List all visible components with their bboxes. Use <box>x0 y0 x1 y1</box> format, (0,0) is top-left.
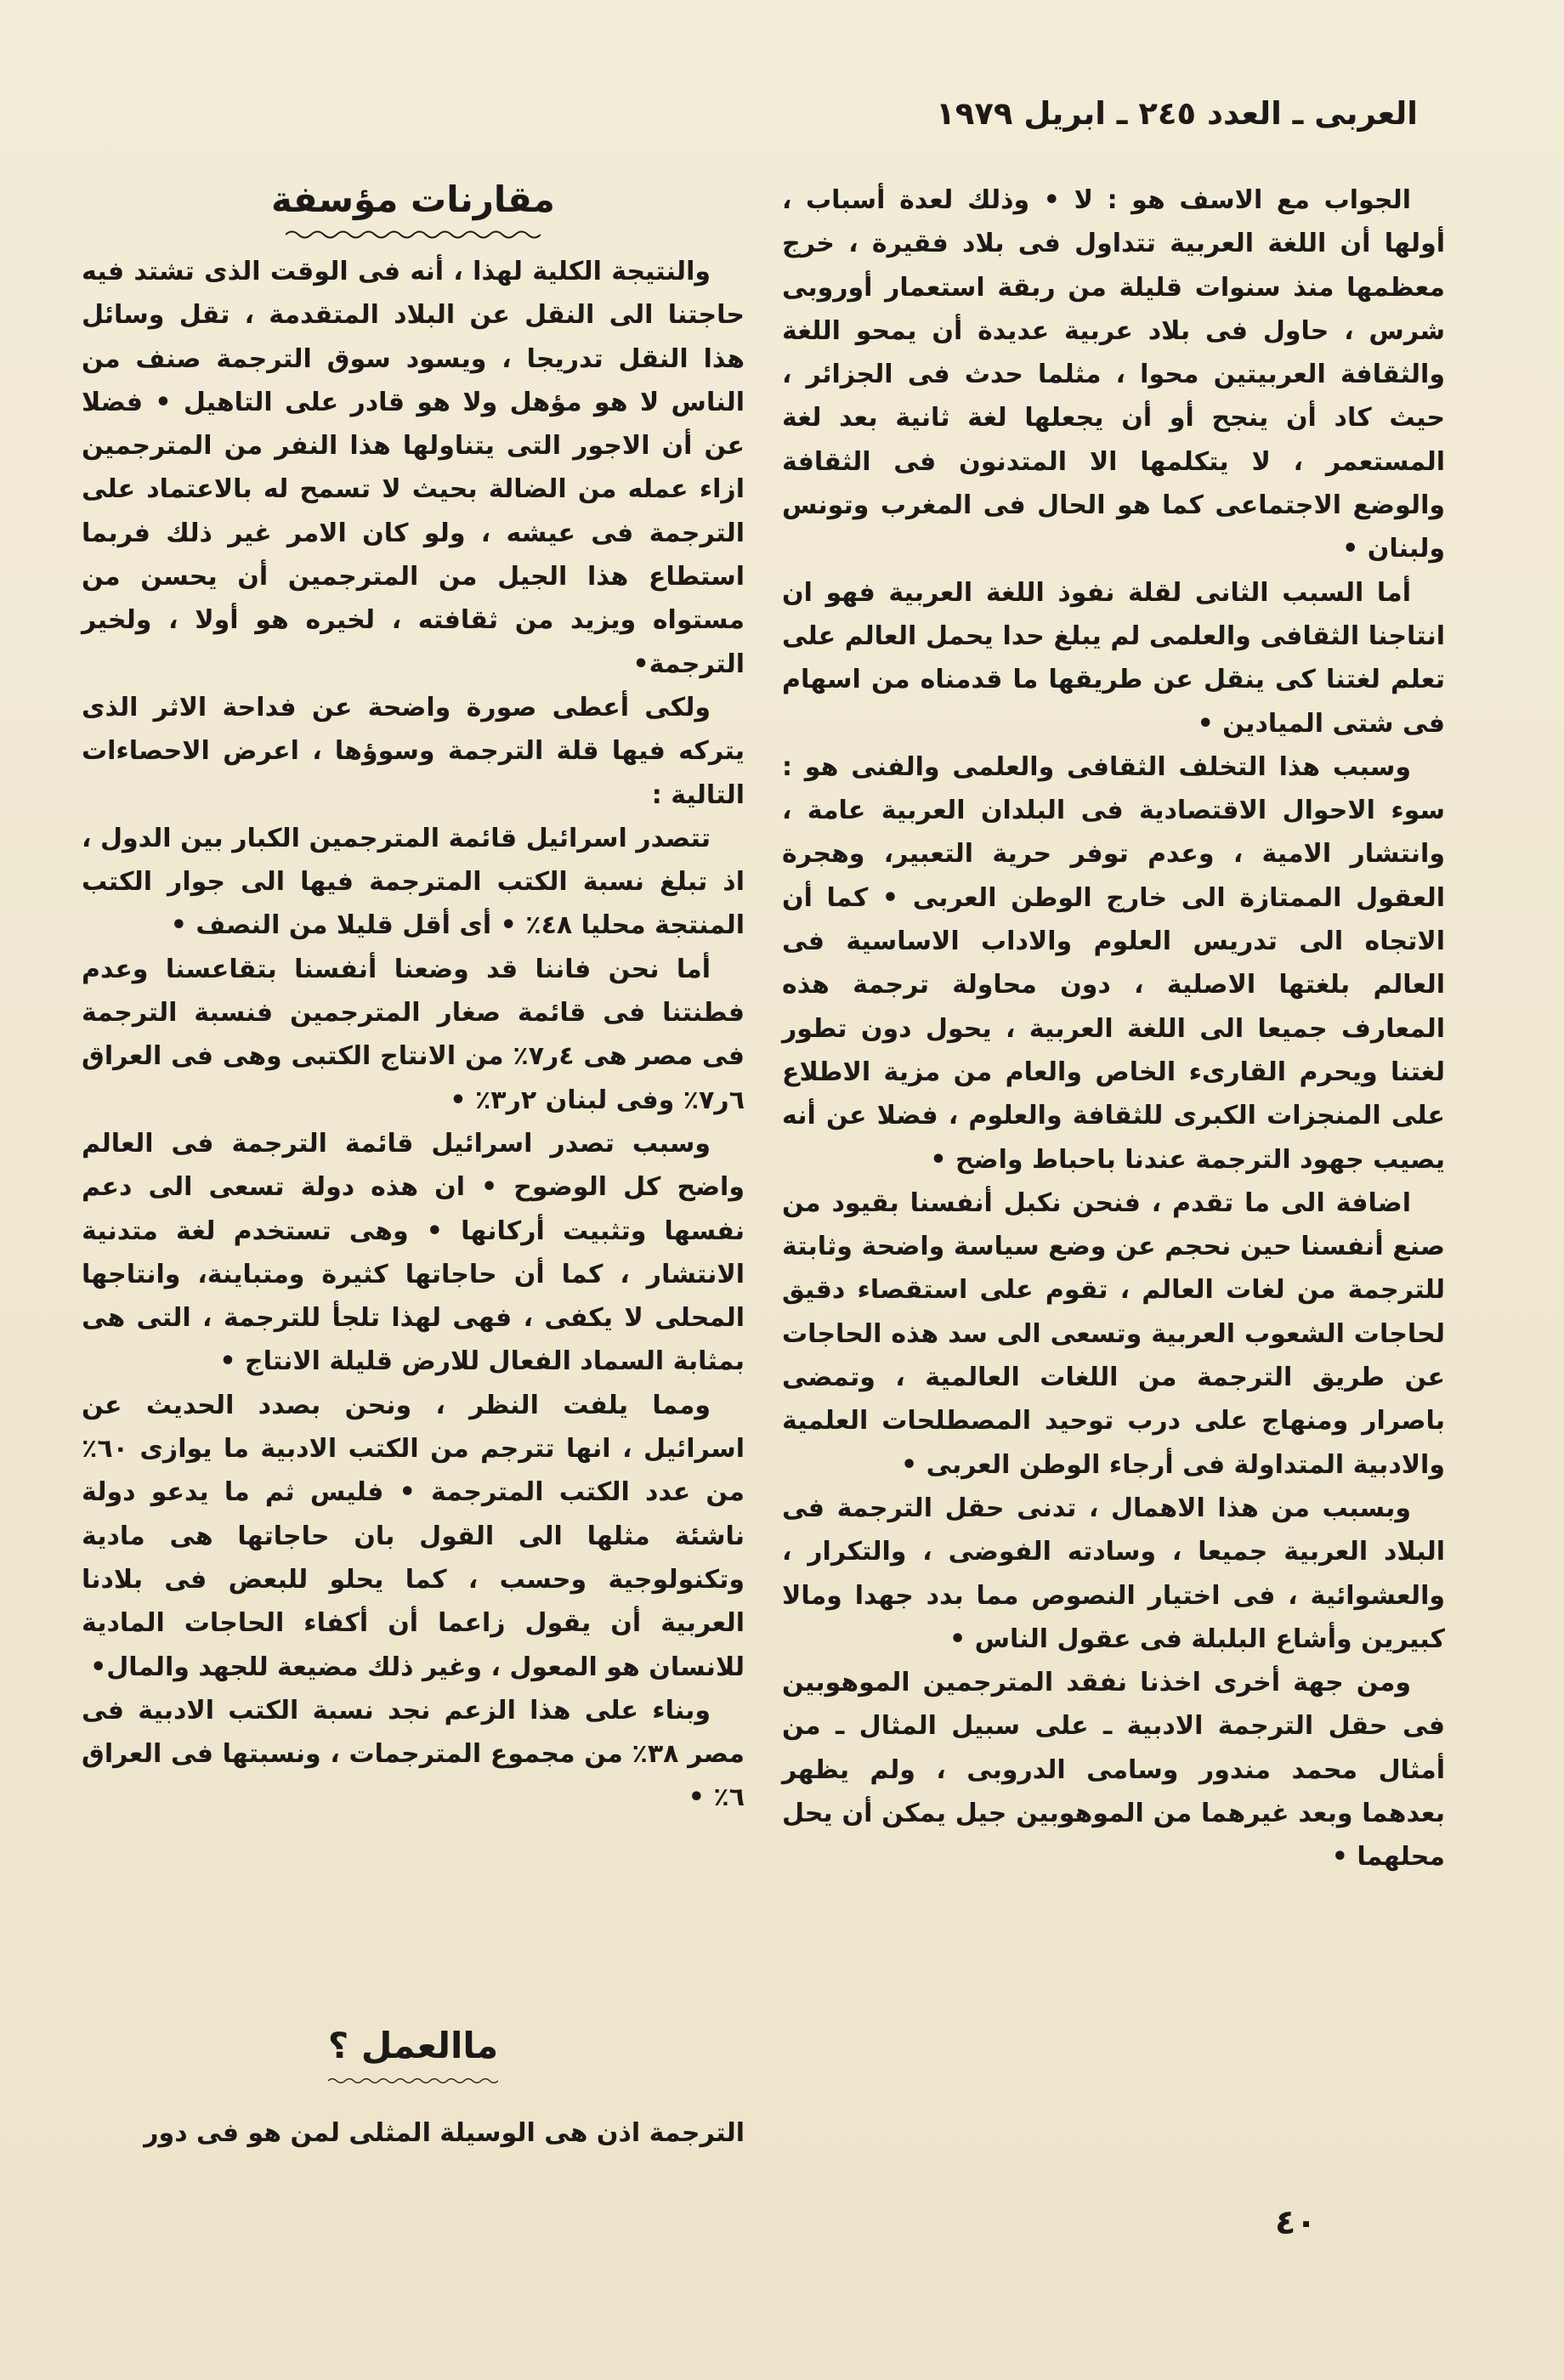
paragraph: أما السبب الثانى لقلة نفوذ اللغة العربية فهو ان انتاجنا الثقافى والعلمى لم يبلغ حدا يحمل العالم على تعلم لغتنا كى ينقل عن طريقها ما قدمناه من اسهام فى شتى الميادين • <box>782 577 1445 739</box>
right-column <box>782 178 1445 1879</box>
paragraph: وسبب هذا التخلف الثقافى والعلمى والفنى هو : سوء الاحوال الاقتصادية فى البلدان العربية عامة ، وانتشار الامية ، وعدم توفر حرية التعبير، وهجرة العقول الممتازة الى خارج الوطن العربى • كما أن الاتجاه الى تدريس العلوم والاداب الاساسية فى العالم بلغتها الاصلية ، دون محاولة ترجمة هذه المعارف جميعا الى اللغة العربية ، يحول دون تطور لغتنا ويحرم القارىء الخاص والعام من مزية الاطلاع على المنجزات الكبرى للثقافة والعلوم ، فضلا عن أنه يصيب جهود الترجمة عندنا باحباط واضح • <box>782 751 1445 1175</box>
page-number: ٤٠ <box>1275 2203 1317 2242</box>
paragraph: تتصدر اسرائيل قائمة المترجمين الكبار بين الدول ، اذ تبلغ نسبة الكتب المترجمة فيها الى جوار الكتب المنتجة محليا ٤٨٪ • أى أقل قليلا من النصف • <box>82 823 745 941</box>
paragraph: أما نحن فاننا قد وضعنا أنفسنا بتقاعسنا وعدم فطنتنا فى قائمة صغار المترجمين فنسبة الترجمة فى مصر هى ٤ر٧٪ من الانتاج الكتبى وهى فى العراق ٦ر٧٪ وفى لبنان ٢ر٣٪ • <box>82 954 745 1115</box>
section-title <box>82 2025 745 2087</box>
paragraph: ومن جهة أخرى اخذنا نفقد المترجمين الموهوبين فى حقل الترجمة الادبية ـ على سبيل المثال ـ من أمثال محمد مندور وسامى الدروبى ، ولم يظهر بعدهما وبعد غيرهما من الموهوبين جيل يمكن أن يحل محلهما • <box>782 1668 1445 1873</box>
paragraph: وبسبب من هذا الاهمال ، تدنى حقل الترجمة فى البلاد العربية جميعا ، وسادته الفوضى ، والتكرار ، والعشوائية ، فى اختيار النصوص مما بدد جهدا ومالا كبيرين وأشاع البلبلة فى عقول الناس • <box>782 1493 1445 1654</box>
paragraph: ولكى أعطى صورة واضحة عن فداحة الاثر الذى يتركه فيها قلة الترجمة وسوؤها ، اعرض الاحصاءات التالية : <box>82 692 745 810</box>
section-title <box>82 178 745 241</box>
section-title-text: مقارنات مؤسفة <box>271 178 555 220</box>
wavy-underline-icon <box>286 229 541 241</box>
paragraph: وبناء على هذا الزعم نجد نسبة الكتب الادبية فى مصر ٣٨٪ من مجموع المترجمات ، ونسبتها فى العراق ٦٪ • <box>82 1695 745 1813</box>
left-column <box>82 250 745 1820</box>
paragraph: والنتيجة الكلية لهذا ، أنه فى الوقت الذى تشتد فيه حاجتنا الى النقل عن البلاد المتقدمة ، تقل وسائل هذا النقل تدريجا ، ويسود سوق الترجمة صنف من الناس لا هو مؤهل ولا هو قادر على التاهيل • فضلا عن أن الاجور التى يتناولها هذا النفر من المترجمين ازاء عمله من الضالة بحيث لا تسمح له بالاعتماد على الترجمة فى عيشه ، ولو كان الامر غير ذلك فربما استطاع هذا الجيل من المترجمين أن يحسن من مستواه ويزيد من ثقافته ، لخيره هو أولا ، ولخير الترجمة• <box>82 257 745 679</box>
paragraph: الجواب مع الاسف هو : لا • وذلك لعدة أسباب ، أولها أن اللغة العربية تتداول فى بلاد فقيرة ، خرج معظمها منذ سنوات قليلة من ربقة استعمار أوروبى شرس ، حاول فى بلاد عربية عديدة أن يمحو اللغة والثقافة العربيتين محوا ، مثلما حدث فى الجزائر ، حيث كاد أن ينجح أو أن يجعلها لغة ثانية بعد لغة المستعمر ، لا يتكلمها الا المتدنون فى الثقافة والوضع الاجتماعى كما هو الحال فى المغرب وتونس ولبنان • <box>782 185 1445 564</box>
section-title-text: ماالعمل ؟ <box>327 2025 499 2066</box>
closing-line: الترجمة اذن هى الوسيلة المثلى لمن هو فى دور <box>144 2118 745 2148</box>
paragraph: ومما يلفت النظر ، ونحن بصدد الحديث عن اسرائيل ، انها تترجم من الكتب الادبية ما يوازى ٦٠٪ من عدد الكتب المترجمة • فليس ثم ما يدعو دولة ناشئة مثلها الى القول بان حاجاتها هى مادية وتكنولوجية وحسب ، كما يحلو للبعض فى بلادنا العربية أن يقول زاعما أن أكفاء الحاجات المادية للانسان هو المعول ، وغير ذلك مضيعة للجهد والمال• <box>82 1390 745 1682</box>
paragraph: وسبب تصدر اسرائيل قائمة الترجمة فى العالم واضح كل الوضوح • ان هذه دولة تسعى الى دعم نفسها وتثبيت أركانها • وهى تستخدم لغة متدنية الانتشار ، كما أن حاجاتها كثيرة ومتباينة، وانتاجها المحلى لا يكفى ، فهى لهذا تلجأ للترجمة ، التى هى بمثابة السماد الفعال للارض قليلة الانتاج • <box>82 1128 745 1377</box>
paragraph: اضافة الى ما تقدم ، فنحن نكبل أنفسنا بقيود من صنع أنفسنا حين نحجم عن وضع سياسة واضحة وثابتة للترجمة من لغات العالم ، تقوم على استقصاء دقيق لحاجات الشعوب العربية وتسعى الى سد هذه الحاجات عن طريق الترجمة من اللغات العالمية ، وتمضى باصرار ومنهاج على درب توحيد المصطلحات العلمية والادبية المتداولة فى أرجاء الوطن العربى • <box>782 1187 1445 1480</box>
wavy-underline-icon <box>328 2075 498 2087</box>
running-head: العربى ـ العدد ٢٤٥ ـ ابريل ١٩٧٩ <box>936 95 1418 132</box>
